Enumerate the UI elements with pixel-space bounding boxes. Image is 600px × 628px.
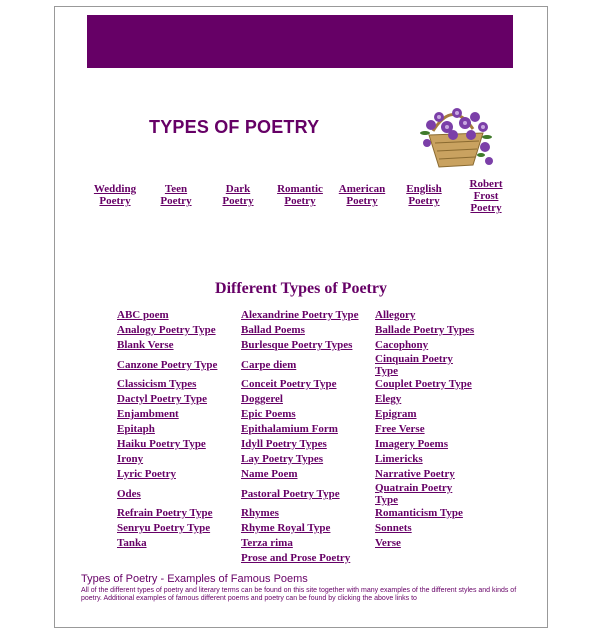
link-rhyme-royal-type[interactable]: Rhyme Royal Type	[241, 522, 331, 534]
link-conceit-poetry-type[interactable]: Conceit Poetry Type	[241, 378, 337, 390]
flower-basket-icon	[413, 91, 497, 175]
link-burlesque-poetry-types[interactable]: Burlesque Poetry Types	[241, 339, 353, 351]
link-abc-poem[interactable]: ABC poem	[117, 309, 169, 321]
link-allegory[interactable]: Allegory	[375, 309, 416, 321]
link-senryu-poetry-type[interactable]: Senryu Poetry Type	[117, 522, 211, 534]
link-terza-rima[interactable]: Terza rima	[241, 537, 293, 549]
link-alexandrine-poetry-type[interactable]: Alexandrine Poetry Type	[241, 309, 359, 321]
nav-link-english-poetry[interactable]: English Poetry	[406, 183, 442, 207]
link-name-poem[interactable]: Name Poem	[241, 468, 298, 480]
link-verse[interactable]: Verse	[375, 537, 401, 549]
nav-link-dark-poetry[interactable]: Dark Poetry	[222, 183, 254, 207]
footer-title: Types of Poetry - Examples of Famous Poems	[81, 573, 308, 585]
link-dactyl-poetry-type[interactable]: Dactyl Poetry Type	[117, 393, 208, 405]
link-limericks[interactable]: Limericks	[375, 453, 423, 465]
link-epithalamium-form[interactable]: Epithalamium Form	[241, 423, 338, 435]
link-quatrain-poetry-type[interactable]: Quatrain Poetry Type	[375, 482, 453, 506]
link-elegy[interactable]: Elegy	[375, 393, 402, 405]
link-classicism-types[interactable]: Classicism Types	[117, 378, 197, 390]
link-irony[interactable]: Irony	[117, 453, 144, 465]
link-carpe-diem[interactable]: Carpe diem	[241, 359, 297, 371]
link-epic-poems[interactable]: Epic Poems	[241, 408, 296, 420]
link-odes[interactable]: Odes	[117, 488, 141, 500]
nav-link-teen-poetry[interactable]: Teen Poetry	[160, 183, 192, 207]
link-tanka[interactable]: Tanka	[117, 537, 147, 549]
section-heading: Different Types of Poetry	[215, 280, 387, 297]
link-romanticism-type[interactable]: Romanticism Type	[375, 507, 463, 519]
footer-text: All of the different types of poetry and literary terms can be found on this site together with many examples of the different styles and kinds of poetry. Additional examples of famous different poems and poetry can be found by clicking the above links to	[81, 587, 517, 602]
link-analogy-poetry-type[interactable]: Analogy Poetry Type	[117, 324, 216, 336]
link-cacophony[interactable]: Cacophony	[375, 339, 429, 351]
page-container	[54, 6, 548, 628]
link-imagery-poems[interactable]: Imagery Poems	[375, 438, 449, 450]
link-lay-poetry-types[interactable]: Lay Poetry Types	[241, 453, 324, 465]
link-ballade-poetry-types[interactable]: Ballade Poetry Types	[375, 324, 475, 336]
link-refrain-poetry-type[interactable]: Refrain Poetry Type	[117, 507, 213, 519]
nav-link-american-poetry[interactable]: American Poetry	[338, 183, 386, 207]
link-free-verse[interactable]: Free Verse	[375, 423, 425, 435]
link-sonnets[interactable]: Sonnets	[375, 522, 412, 534]
link-prose-and-prose-poetry[interactable]: Prose and Prose Poetry	[241, 552, 351, 564]
link-enjambment[interactable]: Enjambment	[117, 408, 179, 420]
link-cinquain-poetry-type[interactable]: Cinquain Poetry Type	[375, 353, 453, 377]
nav-link-romantic-poetry[interactable]: Romantic Poetry	[277, 183, 323, 207]
nav-link-robert-frost-poetry[interactable]: Robert Frost Poetry	[469, 178, 503, 214]
link-couplet-poetry-type[interactable]: Couplet Poetry Type	[375, 378, 472, 390]
link-epitaph[interactable]: Epitaph	[117, 423, 155, 435]
header-banner	[87, 15, 513, 68]
link-pastoral-poetry-type[interactable]: Pastoral Poetry Type	[241, 488, 340, 500]
link-narrative-poetry[interactable]: Narrative Poetry	[375, 468, 455, 480]
link-epigram[interactable]: Epigram	[375, 408, 417, 420]
link-ballad-poems[interactable]: Ballad Poems	[241, 324, 305, 336]
link-haiku-poetry-type[interactable]: Haiku Poetry Type	[117, 438, 206, 450]
link-idyll-poetry-types[interactable]: Idyll Poetry Types	[241, 438, 327, 450]
link-lyric-poetry[interactable]: Lyric Poetry	[117, 468, 176, 480]
nav-link-wedding-poetry[interactable]: Wedding Poetry	[93, 183, 137, 207]
page-title: TYPES OF POETRY	[149, 117, 320, 137]
link-rhymes[interactable]: Rhymes	[241, 507, 279, 519]
link-doggerel[interactable]: Doggerel	[241, 393, 283, 405]
link-canzone-poetry-type[interactable]: Canzone Poetry Type	[117, 359, 218, 371]
link-blank-verse[interactable]: Blank Verse	[117, 339, 174, 351]
